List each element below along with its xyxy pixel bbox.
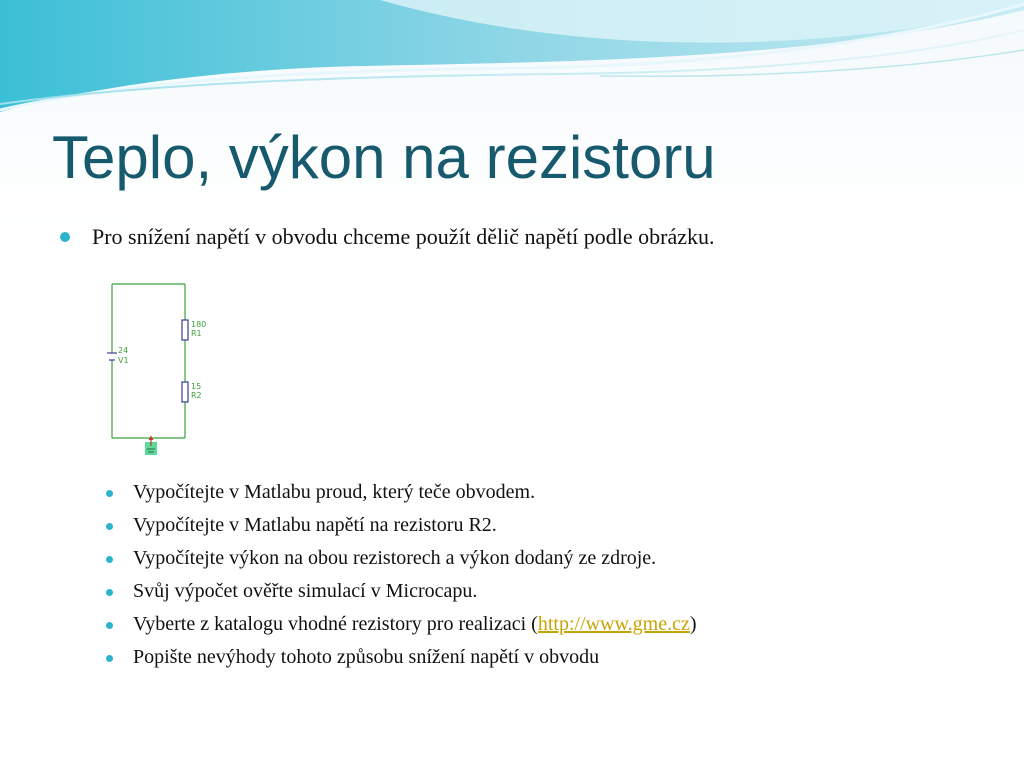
list-item-text-before: Vyberte z katalogu vhodné rezistory pro realizaci ( (133, 613, 538, 635)
bullet-dot (106, 655, 113, 662)
r1-value: 180 (191, 320, 207, 329)
circuit-background (96, 272, 216, 462)
r1-label: R1 (191, 329, 202, 338)
list-item-text: Vypočítejte v Matlabu proud, který teče obvodem. (133, 481, 536, 503)
circuit-diagram (96, 272, 216, 462)
list-item-text-after: ) (689, 613, 697, 635)
bullet-dot (106, 490, 113, 497)
main-bullet-text: Pro snížení napětí v obvodu chceme použít dělič napětí podle obrázku. (92, 224, 715, 249)
list-item-text: Vypočítejte výkon na obou rezistorech a výkon dodaný ze zdroje. (133, 547, 657, 569)
slide-title: Teplo, výkon na rezistoru (52, 124, 716, 191)
list-item-text: Popište nevýhody tohoto způsobu snížení napětí v obvodu (133, 646, 600, 668)
bullet-dot (106, 589, 113, 596)
resistor-r2-symbol (182, 382, 188, 402)
list-item-text (133, 613, 697, 636)
bullet-dot (106, 523, 113, 530)
bullet-dot (106, 622, 113, 629)
header-wave-decoration (0, 0, 1024, 120)
gme-link[interactable]: http://www.gme.cz (537, 613, 690, 635)
r2-value: 15 (191, 382, 202, 391)
list-item-text: Vypočítejte v Matlabu napětí na rezistoru R2. (133, 514, 497, 536)
resistor-r1-symbol (182, 320, 188, 340)
source-label: V1 (118, 356, 129, 365)
source-value: 24 (118, 346, 129, 355)
list-item-text: Svůj výpočet ověřte simulací v Microcapu. (133, 580, 478, 602)
bullet-dot (60, 232, 70, 242)
r2-label: R2 (191, 391, 202, 400)
bullet-dot (106, 556, 113, 563)
